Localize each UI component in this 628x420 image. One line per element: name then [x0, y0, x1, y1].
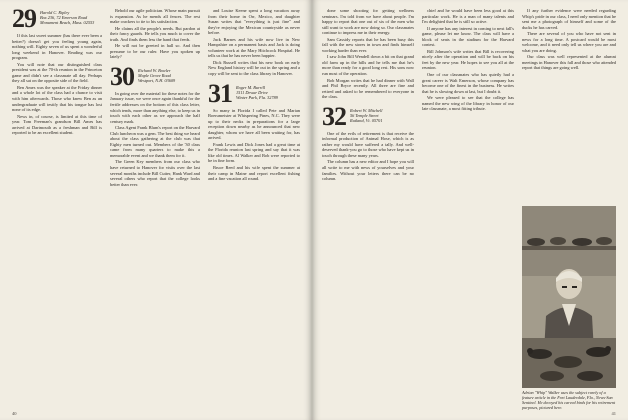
class-entry-body: [12, 33, 102, 136]
paragraph: You will note that our distinguished class president was at the 70-th reunion in the Princeton game and didn't see a classmate all day. Perhaps they all sat on the opposite side of the field.: [12, 61, 102, 84]
poem-block: [110, 8, 200, 60]
class-entry-body: [322, 131, 414, 182]
class-secretary-address: [40, 8, 94, 25]
address-line: Robert W. Mitchell: [350, 107, 383, 113]
paragraph: One of our classmates who has quietly had a great career is Walt Emerson, whose company has become one of the finest in the business. He writes that he is slowing down at last, but I doubt it.: [422, 72, 514, 94]
address-line: Monument Beach, Mass. 02553: [40, 20, 95, 25]
class-entry-header: [208, 78, 300, 108]
class-number: 29: [12, 8, 36, 33]
paragraph: done some shooting for getting wellness seminars. I'm told from we have about people. I'm happy to report that one out of six of the men who still want to work are now doing so. Our classmates continue to impress me in their energy.: [322, 8, 414, 36]
right-column-2: [422, 8, 514, 113]
class-entry-30: [110, 61, 200, 187]
class-secretary-address: [138, 66, 175, 83]
address-line: 56 Temple Street: [350, 112, 379, 118]
class-number: 30: [110, 61, 134, 91]
class-number: 31: [208, 78, 232, 108]
address-line: Maple Grove Road: [138, 72, 171, 78]
left-column-2: [110, 8, 200, 192]
continued-text: [522, 8, 616, 71]
paragraph: If any further evidence were needed regarding Whip's pride in our class, I need only mention that he sent me a photograph of himself and some of the ducks he has carved.: [522, 8, 616, 30]
paragraph: So many in Florida I called Pete and Marian Boerumeister at Whispering Pines, N.C. They were up to their necks in preparations for a large reception down nearby as he announced that new daughter, whom we have all been waiting for, has arrived.: [208, 107, 300, 141]
paragraph: The column has a new editor and I hope you will all write to me with news of yourselves and your families. Without your letters there can be no column.: [322, 159, 414, 182]
left-page: [0, 0, 312, 420]
photo-man-with-carved-birds: [522, 206, 616, 388]
paragraph: The Green Key members from our class who have returned to Hanover for visits over the last several months include Bill Cutter, Hank Ward and several others who report that the college looks better than ever.: [110, 159, 200, 187]
paragraph: There are several of you who have not sent in news for a long time. A postcard would be most welcome, and it need only tell us where you are and what you are doing.: [522, 31, 616, 53]
photo-illustration: [522, 206, 616, 388]
paragraph: Jack Barnes and his wife now live in New Hampshire on a permanent basis and Jack is doing volunteer work at the Mary Hitchcock Hospital. He tells us that he has never been happier.: [208, 36, 300, 59]
class-entry-31: [208, 78, 300, 182]
paragraph: Bruce Reed and his wife spent the summer at their camp in Maine and report excellent fishing and a fine vacation all round.: [208, 165, 300, 182]
class-entry-header: [110, 61, 200, 91]
paragraph: Frank Lewis and Dick Jones had a great time at the Florida reunion last spring and say that it was like old times. Al Walker and Bob were reported to be in fine form.: [208, 141, 300, 164]
photo-caption: Adrian "Whip" Walker uses the subject rarely of a feature article in the Fort Lauderdale, Fla., News-Sun Sentinel. He decoyed his carved birds for his retirement purposes, pictured here.: [522, 390, 616, 410]
left-column-3: [208, 8, 300, 187]
paragraph: If anyone has any interest in coming to next fall's game, please let me know. The class will have a block of seats in the stadium for the Harvard contest.: [422, 25, 514, 48]
continued-text: [208, 8, 300, 77]
right-column-3: [522, 8, 616, 202]
class-secretary-address: [236, 83, 278, 100]
paragraph: and Louise Keene spent a long vacation away from their home in Orr, Mexico, and daughter Susan writes that "everything is just fine" and they're enjoying the Mexican countryside as never before.: [208, 8, 300, 36]
address-line: Rutland, Vt. 05701: [350, 117, 383, 123]
address-line: Harold C. Ripley: [40, 10, 70, 15]
class-number: 32: [322, 101, 346, 131]
class-entry-body: [110, 91, 200, 187]
paragraph: Sam Cassidy reports that he has been busy this fall with the new stores in town and finds himself working harder than ever.: [322, 36, 414, 53]
paragraph: Dick Russell writes that his new book on early New England history will be out in the spring and a copy will be sent to the class library in Hanover.: [208, 59, 300, 77]
left-column-1: [12, 8, 102, 141]
right-page: [312, 0, 628, 420]
continued-text: [322, 8, 414, 100]
paragraph: News in, of course, is limited at this time of year. Tom Freeman's grandson Bill Ames has arrived at Dartmouth as a freshman and Bill is reported to be an excellent student.: [12, 113, 102, 136]
address-line: Box 236, 72 Emerson Road: [40, 15, 88, 20]
paragraph: If this last sweet summer (has there ever been a better?) doesn't get you feeling young again, nothing will. Eighty seven of us spent a wonderful long weekend in Hanover. Reading was our program.: [12, 33, 102, 61]
paragraph: Behold our agile politician. Whose main pursuit is expansion. As he mends all fences. The rest make crackers to tie to his satisfaction.: [110, 8, 200, 25]
paragraph: I saw John Bill Wendell down a bit on that grand old farm up in the hills and he tells me that he's more than ready for a good long rest. His sons now run most of the operation.: [322, 54, 414, 77]
page-number: 41: [611, 411, 616, 416]
address-line: Westport, N.H. 03609: [138, 77, 176, 83]
paragraph: He will not be greeted in hall so. And then presume to be our ruler. Have you spoken up lately?: [110, 43, 200, 60]
class-secretary-address: [350, 106, 382, 123]
paragraph: Bill Johnson's wife writes that Bill is recovering nicely after the operation and will be back on his feet by the new year. He hopes to see you all at the reunion.: [422, 48, 514, 71]
address-line: Roger M. Burrill: [236, 84, 266, 90]
paragraph: Ben Ames was the speaker at the Friday dinner and a whole lot of the class had a chance to visit with him afterwards. Those who knew Ben as an undergraduate will testify that his tongue has lost none of its edge.: [12, 84, 102, 113]
paragraph: Bob Morgan writes that he had dinner with Wall and Phil Bryce recently. All three are fine and retired and asked to be remembered to everyone in the class.: [322, 77, 414, 100]
class-entry-header: [322, 101, 414, 131]
class-entry-body: [208, 108, 300, 182]
right-column-1: [322, 8, 414, 187]
paragraph: Class Agent Frank Blum's report on the Harvard Club luncheon was a gem. The best thing we heard about the class gathering at the club was that Eighty men turned out. Members of the '30 class came from many quarters to make this a memorable event and we thank them for it.: [110, 125, 200, 158]
continued-text: [422, 8, 514, 112]
class-entry-header: [12, 8, 102, 33]
paragraph: We were pleased to see that the college has named the new wing of the library in honor of our late classmate, a most fitting tribute.: [422, 95, 514, 112]
address-line: Winter Park, Fla. 32789: [236, 94, 278, 100]
paragraph: Our class was well represented at the alumni meetings in Hanover this fall and those who attended report that things are going well.: [522, 54, 616, 71]
paragraph: He claims all the people's needs. But pardon at their fancy guards. He tells you much to cover the truth. And finds them less the hand that feeds.: [110, 25, 200, 42]
address-line: Richard W. Bowler: [138, 67, 171, 73]
page-number: 40: [12, 411, 17, 416]
paragraph: chief and he would have been less good at this particular work. He is a man of many talents and I'm delighted that he is still so active.: [422, 8, 514, 25]
class-entry-32: [322, 101, 414, 182]
address-line: 1511 Dewar Drive: [236, 89, 268, 95]
paragraph: One of the evils of retirement is that receive the informal production of Animal Hose, which is as rather my would have suffered a tally. And well-deserved thank-you go to those who have kept us in touch through these many years.: [322, 130, 414, 158]
paragraph: In going over the material for these notes for the January issue, we were once again thankful for the fertile addresses on the bottom of this class letter, which tends, more than anything else, to keep us in touch with each other as we approach the half century mark.: [110, 90, 200, 124]
class-entry-29: [12, 8, 102, 136]
